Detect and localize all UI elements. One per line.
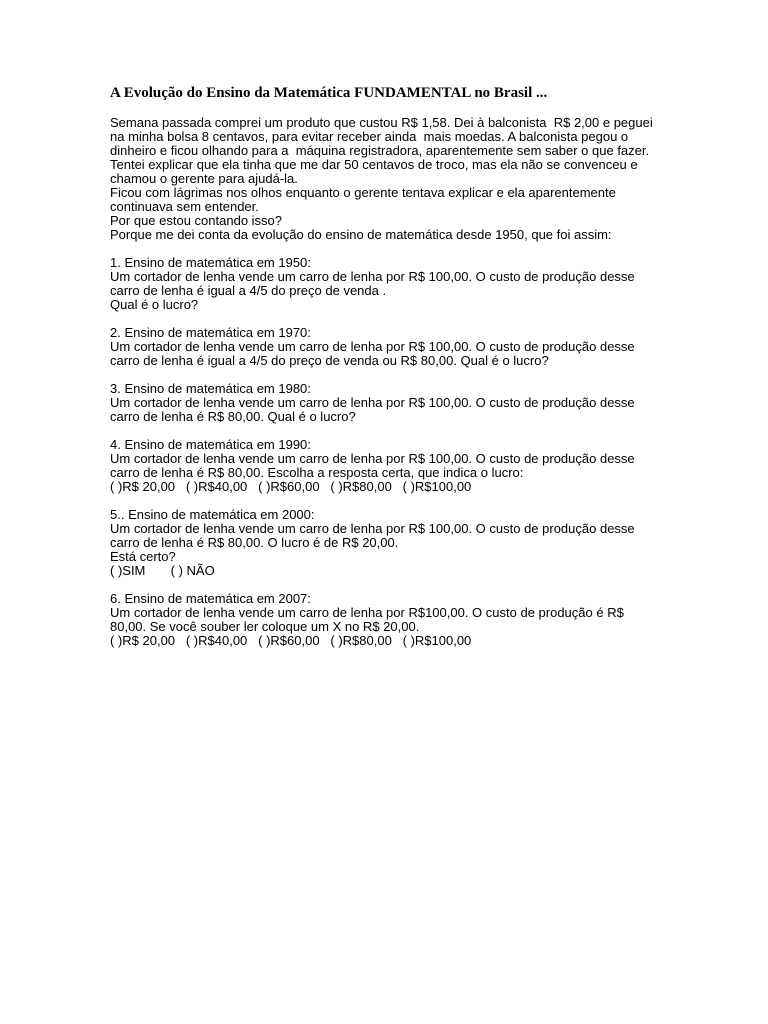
paragraph-spacer bbox=[110, 424, 670, 438]
text-line: carro de lenha é R$ 80,00. O lucro é de R$ 20,00. bbox=[110, 535, 399, 550]
section-heading: 3. Ensino de matemática em 1980: bbox=[110, 381, 311, 396]
text-line: Um cortador de lenha vende um carro de lenha por R$ 100,00. O custo de produção desse bbox=[110, 521, 635, 536]
document-content bbox=[110, 84, 670, 648]
text-line: Por que estou contando isso? bbox=[110, 213, 283, 228]
paragraph-spacer bbox=[110, 312, 670, 326]
text-line: Um cortador de lenha vende um carro de lenha por R$ 100,00. O custo de produção desse bbox=[110, 339, 635, 354]
document-title: A Evolução do Ensino da Matemática FUNDAMENTAL no Brasil ... bbox=[110, 85, 548, 101]
text-line: Semana passada comprei um produto que custou R$ 1,58. Dei à balconista R$ 2,00 e peguei bbox=[110, 115, 653, 130]
section-heading: 2. Ensino de matemática em 1970: bbox=[110, 325, 311, 340]
section-1970 bbox=[110, 326, 670, 368]
answer-options: ( )R$ 20,00 ( )R$40,00 ( )R$60,00 ( )R$80,00 ( )R$100,00 bbox=[110, 633, 472, 648]
text-line: Porque me dei conta da evolução do ensino de matemática desde 1950, que foi assim: bbox=[110, 227, 612, 242]
text-line: Um cortador de lenha vende um carro de lenha por R$ 100,00. O custo de produção desse bbox=[110, 269, 635, 284]
text-line: Um cortador de lenha vende um carro de lenha por R$ 100,00. O custo de produção desse bbox=[110, 451, 635, 466]
text-line: na minha bolsa 8 centavos, para evitar receber ainda mais moedas. A balconista pegou o bbox=[110, 129, 629, 144]
section-heading: 1. Ensino de matemática em 1950: bbox=[110, 255, 311, 270]
text-line: Um cortador de lenha vende um carro de lenha por R$ 100,00. O custo de produção desse bbox=[110, 395, 635, 410]
text-line: carro de lenha é igual a 4/5 do preço de venda . bbox=[110, 283, 387, 298]
paragraph-spacer bbox=[110, 368, 670, 382]
paragraph-spacer bbox=[110, 494, 670, 508]
text-line: Ficou com lágrimas nos olhos enquanto o gerente tentava explicar e ela aparentemente bbox=[110, 185, 616, 200]
intro-paragraph bbox=[110, 116, 670, 242]
text-line: continuava sem entender. bbox=[110, 199, 259, 214]
text-line: dinheiro e ficou olhando para a máquina registradora, aparentemente sem saber o que fazer. bbox=[110, 143, 650, 158]
text-line: carro de lenha é R$ 80,00. Escolha a resposta certa, que indica o lucro: bbox=[110, 465, 524, 480]
section-1980 bbox=[110, 382, 670, 424]
text-line: carro de lenha é igual a 4/5 do preço de venda ou R$ 80,00. Qual é o lucro? bbox=[110, 353, 549, 368]
answer-options: ( )SIM ( ) NÃO bbox=[110, 563, 215, 578]
section-2000 bbox=[110, 508, 670, 578]
text-line: Está certo? bbox=[110, 549, 176, 564]
section-heading: 4. Ensino de matemática em 1990: bbox=[110, 437, 311, 452]
text-line: carro de lenha é R$ 80,00. Qual é o lucro? bbox=[110, 409, 356, 424]
section-heading: 6. Ensino de matemática em 2007: bbox=[110, 591, 311, 606]
paragraph-spacer bbox=[110, 242, 670, 256]
text-line: Tentei explicar que ela tinha que me dar 50 centavos de troco, mas ela não se convenceu e bbox=[110, 157, 638, 172]
answer-options: ( )R$ 20,00 ( )R$40,00 ( )R$60,00 ( )R$80,00 ( )R$100,00 bbox=[110, 479, 472, 494]
text-line: Um cortador de lenha vende um carro de lenha por R$100,00. O custo de produção é R$ bbox=[110, 605, 624, 620]
text-line: 80,00. Se você souber ler coloque um X no R$ 20,00. bbox=[110, 619, 420, 634]
section-1990 bbox=[110, 438, 670, 494]
section-heading: 5.. Ensino de matemática em 2000: bbox=[110, 507, 315, 522]
text-line: chamou o gerente para ajudá-la. bbox=[110, 171, 298, 186]
section-2007 bbox=[110, 592, 670, 648]
text-line: Qual é o lucro? bbox=[110, 297, 199, 312]
paragraph-spacer bbox=[110, 578, 670, 592]
section-1950 bbox=[110, 256, 670, 312]
